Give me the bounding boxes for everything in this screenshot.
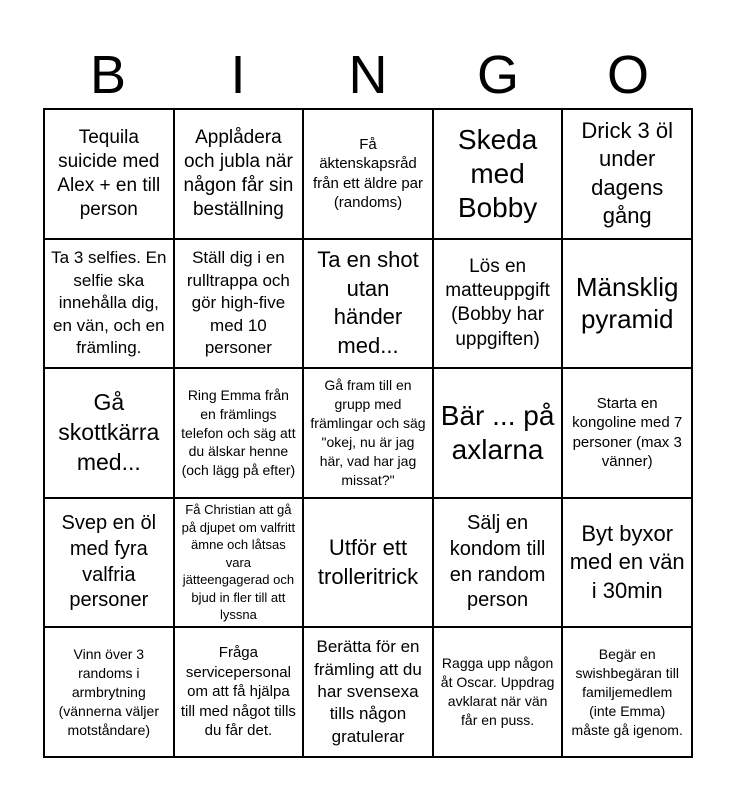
bingo-board [43,108,693,758]
bingo-cell-1[interactable] [44,109,174,239]
cell-text: Lös en matteuppgift (Bobby har uppgiften) [445,256,550,350]
cell-text: Begär en swishbegäran till familjemedlem (inte Emma) måste gå igenom. [571,645,683,738]
cell-text: Svep en öl med fyra valfria personer [61,512,157,612]
bingo-cell-4[interactable] [433,109,563,239]
bingo-cell-22[interactable] [174,627,304,757]
bingo-cell-13[interactable] [303,368,433,498]
bingo-cell-15[interactable] [562,368,692,498]
cell-text: Ställ dig i en rulltrappa och gör high-five med 10 personer [186,248,290,358]
cell-text: Berätta för en främling att du har svensexa tills någon gratulerar [314,637,422,746]
cell-text: Sälj en kondom till en random person [449,512,546,612]
cell-text: Vinn över 3 randoms i armbrytning (vännerna väljer motståndare) [58,645,159,738]
cell-text: Ring Emma från en främlings telefon och säg att du älskar henne (och lägg på efter) [181,386,296,479]
cell-text: Ragga upp någon åt Oscar. Uppdrag avklarat när vän får en puss. [440,655,555,729]
bingo-cell-12[interactable] [174,368,304,498]
bingo-cell-10[interactable] [562,239,692,369]
bingo-cell-11[interactable] [44,368,174,498]
bingo-cell-18[interactable] [303,498,433,628]
cell-text: Gå skottkärra med... [58,389,160,475]
cell-text: Skeda med Bobby [457,123,538,223]
cell-text: Byt byxor med en vän i 30min [569,520,685,603]
bingo-cell-2[interactable] [174,109,304,239]
bingo-cell-9[interactable] [433,239,563,369]
bingo-cell-24[interactable] [433,627,563,757]
header-letter-n: N [348,45,388,105]
header-letter-o: O [606,45,649,105]
bingo-cell-8[interactable] [303,239,433,369]
cell-text: Gå fram till en grupp med främlingar och säg "okej, nu är jag här, vad har jag missat?" [310,377,426,488]
cell-text: Applådera och jubla när någon får sin beställning [183,126,294,220]
bingo-cell-14[interactable] [433,368,563,498]
cell-text: Få Christian att gå på djupet om valfritt ämne och låtsas vara jätteengagerad och bjud in fler till att lyssna [181,502,296,623]
bingo-cell-5[interactable] [562,109,692,239]
cell-text: Starta en kongoline med 7 personer (max 3 vänner) [572,394,683,471]
cell-text: Bär ... på axlarna [440,399,555,465]
cell-text: Ta 3 selfies. En selfie ska innehålla dig, en vän, och en främling. [51,248,167,358]
bingo-cell-3[interactable] [303,109,433,239]
bingo-cell-7[interactable] [174,239,304,369]
header-letter-g: G [476,45,519,105]
bingo-header [43,42,693,108]
cell-text: Mänsklig pyramid [575,271,679,335]
bingo-cell-25[interactable] [562,627,692,757]
header-letter-b: B [89,45,127,105]
cell-text: Drick 3 öl under dagens gång [581,117,674,229]
bingo-cell-21[interactable] [44,627,174,757]
cell-text: Tequila suicide med Alex + en till person [57,126,161,220]
bingo-cell-23[interactable] [303,627,433,757]
bingo-cell-20[interactable] [562,498,692,628]
header-letter-i: I [230,45,246,105]
bingo-cell-19[interactable] [433,498,563,628]
cell-text: Ta en shot utan händer med... [317,247,419,358]
cell-text: Få äktenskapsråd från ett äldre par (randoms) [312,135,424,212]
cell-text: Utför ett trolleritrick [317,535,419,589]
bingo-cell-16[interactable] [44,498,174,628]
cell-text: Fråga servicepersonal om att få hjälpa till med något tills du får det. [180,644,296,740]
bingo-cell-6[interactable] [44,239,174,369]
bingo-cell-17[interactable] [174,498,304,628]
